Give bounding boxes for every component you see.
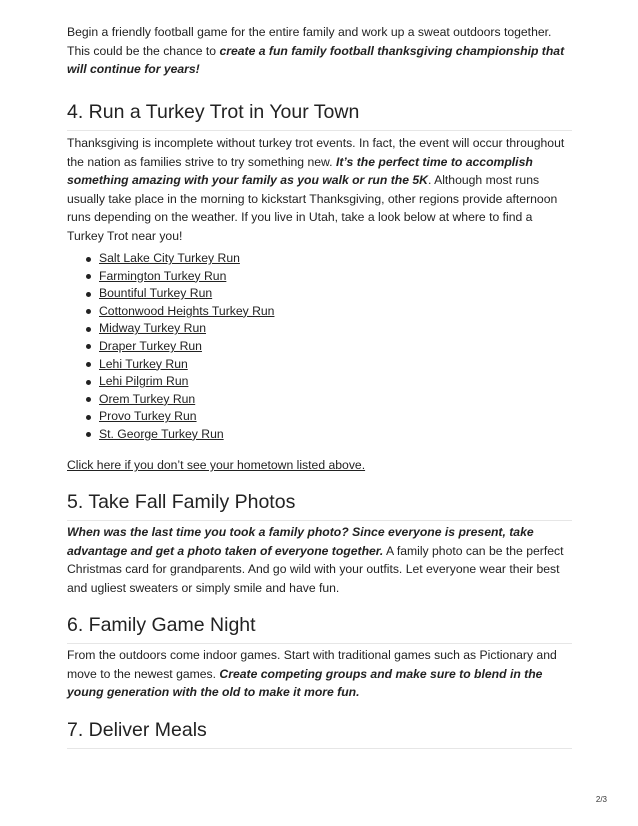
list-item	[67, 408, 572, 426]
section-5-paragraph	[67, 523, 572, 597]
list-item	[67, 320, 572, 338]
section-5-text: A family photo can be the perfect Christmas card for grandparents. And go wild with your outfits. Let everyone wear their best and ugliest sweaters or simply smile and have fun.	[67, 543, 564, 595]
turkey-run-link[interactable]: Lehi Turkey Run	[99, 356, 188, 371]
section-4-text-after: . Although most runs usually take place in the morning to kickstart Thanksgiving, other regions provide afternoon runs depending on the weather. If you live in Utah, take a look below at where to find a Turkey Trot near you!	[67, 173, 558, 243]
turkey-run-link[interactable]: Midway Turkey Run	[99, 321, 207, 336]
section-4-paragraph	[67, 134, 572, 245]
turkey-run-link[interactable]: Draper Turkey Run	[99, 338, 202, 353]
intro-text: Begin a friendly football game for the entire family and work up a sweat outdoors together. This could be the chance to	[67, 25, 552, 58]
list-item	[67, 303, 572, 321]
section-5-emphasis: When was the last time you took a family photo? Since everyone is present, take advantage and get a photo taken of everyone together.	[67, 525, 534, 558]
hometown-link[interactable]: Click here if you don’t see your hometown listed above.	[67, 458, 366, 472]
list-item	[67, 356, 572, 374]
intro-paragraph	[67, 23, 572, 79]
section-6-text: From the outdoors come indoor games. Start with traditional games such as Pictionary and move to the newest games.	[67, 648, 557, 681]
section-6-heading: 6. Family Game Night	[67, 613, 572, 644]
list-item	[67, 426, 572, 444]
list-item	[67, 338, 572, 356]
section-4-text: Thanksgiving is incomplete without turkey trot events. In fact, the event will occur throughout the nation as families strive to try something new.	[67, 136, 565, 169]
hometown-paragraph	[67, 456, 572, 475]
list-item	[67, 373, 572, 391]
section-7-heading: 7. Deliver Meals	[67, 718, 572, 749]
list-item	[67, 268, 572, 286]
turkey-run-link[interactable]: Provo Turkey Run	[99, 409, 197, 424]
section-5-heading: 5. Take Fall Family Photos	[67, 490, 572, 521]
turkey-run-link[interactable]: Bountiful Turkey Run	[99, 286, 213, 301]
section-4-heading: 4. Run a Turkey Trot in Your Town	[67, 100, 572, 131]
section-6-paragraph	[67, 646, 572, 702]
section-4-emphasis: It’s the perfect time to accomplish something amazing with your family as you walk or run the 5K	[67, 154, 533, 187]
turkey-run-link[interactable]: Lehi Pilgrim Run	[99, 374, 189, 389]
turkey-run-list	[67, 250, 572, 444]
list-item	[67, 250, 572, 268]
page-number: 2/3	[595, 795, 607, 804]
turkey-run-link[interactable]: St. George Turkey Run	[99, 426, 224, 441]
list-item	[67, 285, 572, 303]
turkey-run-link[interactable]: Cottonwood Heights Turkey Run	[99, 303, 275, 318]
intro-emphasis: create a fun family football thanksgiving championship that will continue for years!	[67, 43, 565, 76]
turkey-run-link[interactable]: Farmington Turkey Run	[99, 268, 227, 283]
turkey-run-link[interactable]: Salt Lake City Turkey Run	[99, 251, 240, 265]
turkey-run-link[interactable]: Orem Turkey Run	[99, 391, 196, 406]
list-item	[67, 391, 572, 409]
section-6-emphasis: Create competing groups and make sure to blend in the young generation with the old to make it more fun.	[67, 666, 543, 699]
